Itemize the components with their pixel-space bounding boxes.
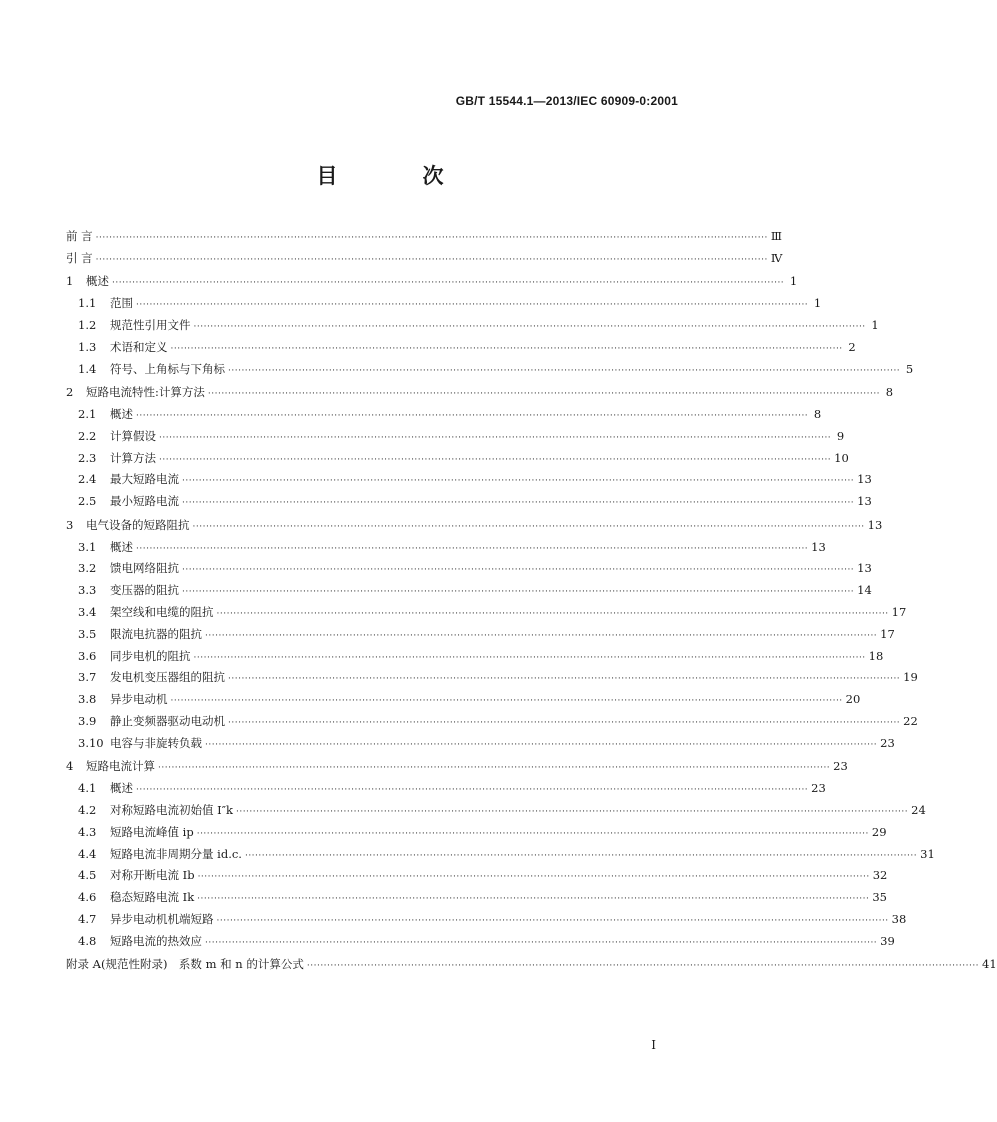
toc-entry-title: 短路电流特性:计算方法 <box>86 385 205 400</box>
toc-entry-number: 1 <box>66 274 74 289</box>
toc-leader-dots: ········································································································································································································ <box>196 828 869 839</box>
toc-leader-dots: ········································································································································································································ <box>306 961 980 972</box>
toc-entry[interactable] <box>66 931 895 953</box>
toc-entry[interactable] <box>66 271 798 293</box>
toc-leader-dots: ········································································································································································································ <box>228 717 901 728</box>
toc-entry-title: 术语和定义 <box>110 339 168 354</box>
toc-entry-page: 2 <box>848 339 856 354</box>
page-number: I <box>651 1038 656 1052</box>
toc-entry-title: 电容与非旋转负载 <box>110 735 202 750</box>
toc-entry-number: 3 <box>66 517 74 532</box>
toc-entry[interactable] <box>66 426 845 448</box>
toc-entry[interactable] <box>66 404 822 426</box>
toc-entry-title: 短路电流的热效应 <box>110 933 202 948</box>
toc-entry-number: 2.4 <box>78 472 97 487</box>
toc-entry-title: 前 言 <box>66 229 93 243</box>
toc-entry-page: 41 <box>982 957 997 972</box>
page-title: 目 次 <box>316 164 476 188</box>
toc-entry-title: 概述 <box>110 406 133 421</box>
toc-entry-number: 3.6 <box>78 648 97 663</box>
toc-entry-page: 23 <box>880 735 895 750</box>
toc-entry-page: 13 <box>857 494 872 509</box>
toc-entry[interactable] <box>66 711 918 733</box>
toc-entry-page: 24 <box>911 802 926 817</box>
toc-entry[interactable] <box>66 646 884 668</box>
toc-leader-dots: ········································································································································································································ <box>216 915 889 926</box>
toc-entry[interactable] <box>66 909 907 931</box>
toc-entry[interactable] <box>66 602 907 624</box>
toc-entry-number: 4.2 <box>78 802 97 817</box>
toc-entry-number: 2.2 <box>78 428 97 443</box>
toc-entry-page: 13 <box>857 561 872 576</box>
toc-entry-title: 规范性引用文件 <box>110 317 191 332</box>
toc-entry-title: 符号、上角标与下角标 <box>110 361 225 376</box>
toc-entry-number: 2.1 <box>78 406 97 421</box>
toc-entry-page: 23 <box>833 759 848 774</box>
toc-entry[interactable] <box>66 778 826 800</box>
toc-entry-title: 最大短路电流 <box>110 472 179 487</box>
toc-leader-dots: ········································································································································································································ <box>244 850 918 861</box>
toc-entry[interactable] <box>66 515 883 537</box>
toc-entry[interactable] <box>66 293 822 315</box>
toc-entry[interactable] <box>66 359 914 381</box>
toc-entry-page: Ⅲ <box>770 229 782 243</box>
toc-leader-dots: ········································································································································································································ <box>95 254 768 265</box>
toc-entry-number: 2.3 <box>78 450 97 465</box>
toc-entry-page: 19 <box>903 670 918 685</box>
toc-leader-dots: ········································································································································································································ <box>182 587 855 598</box>
toc-entry-number: 4.5 <box>78 868 97 883</box>
toc-entry-number: 4.1 <box>78 781 97 796</box>
toc-leader-dots: ········································································································································································································ <box>159 432 832 443</box>
toc-entry-page: 14 <box>857 583 872 598</box>
toc-entry[interactable] <box>66 382 894 404</box>
toc-entry-page: 31 <box>920 846 935 861</box>
toc-leader-dots: ········································································································································································································ <box>112 278 785 289</box>
toc-leader-dots: ········································································································································································································ <box>197 894 870 905</box>
toc-leader-dots: ········································································································································································································ <box>170 696 843 707</box>
toc-leader-dots: ········································································································································································································ <box>193 321 866 332</box>
toc-entry-page: 5 <box>905 361 914 376</box>
toc-leader-dots: ········································································································································································································ <box>192 521 865 532</box>
toc-entry[interactable] <box>66 248 783 270</box>
toc-leader-dots: ········································································································································································································ <box>159 454 832 465</box>
toc-entry-title: 概述 <box>86 274 109 289</box>
toc-entry-number: 3.8 <box>78 692 97 707</box>
toc-entry-page: 8 <box>813 406 822 421</box>
toc-leader-dots: ········································································································································································································ <box>216 608 889 619</box>
toc-entry-number: 1.4 <box>78 361 97 376</box>
toc-entry-title: 限流电抗器的阻抗 <box>110 626 202 641</box>
toc-entry-page: 22 <box>903 713 918 728</box>
toc-leader-dots: ········································································································································································································ <box>158 763 831 774</box>
toc-leader-dots: ········································································································································································································ <box>235 806 909 817</box>
toc-entry-title: 静止变频器驱动电动机 <box>110 713 225 728</box>
toc-entry[interactable] <box>66 469 872 491</box>
toc-entry[interactable] <box>66 537 826 559</box>
toc-entry-page: 1 <box>871 317 879 332</box>
toc-entry-number: 2.5 <box>78 494 97 509</box>
toc-entry-title: 短路电流计算 <box>86 759 155 774</box>
toc-entry-title: 计算方法 <box>110 450 156 465</box>
toc-entry[interactable] <box>66 689 861 711</box>
toc-leader-dots: ········································································································································································································ <box>197 872 870 883</box>
toc-leader-dots: ········································································································································································································ <box>136 300 809 311</box>
toc-leader-dots: ········································································································································································································ <box>136 543 809 554</box>
toc-entry[interactable] <box>66 315 879 337</box>
toc-entry[interactable] <box>66 624 895 646</box>
toc-entry[interactable] <box>66 491 872 513</box>
toc-entry[interactable] <box>66 667 918 689</box>
toc-leader-dots: ········································································································································································································ <box>95 233 768 243</box>
toc-entry-page: 1 <box>813 296 822 311</box>
toc-entry-number: 3.5 <box>78 626 97 641</box>
toc-entry-number: 3.3 <box>78 583 97 598</box>
toc-entry-title: 概述 <box>110 781 133 796</box>
toc-entry-page: 13 <box>811 539 826 554</box>
toc-leader-dots: ········································································································································································································ <box>228 674 901 685</box>
toc-entry-number: 2 <box>66 385 74 400</box>
toc-entry[interactable] <box>66 954 997 976</box>
toc-entry-title: 最小短路电流 <box>110 494 179 509</box>
toc-entry[interactable] <box>66 800 926 822</box>
toc-entry-title: 短路电流峰值 ip <box>110 824 194 839</box>
toc-leader-dots: ········································································································································································································ <box>182 476 855 487</box>
toc-leader-dots: ········································································································································································································ <box>207 389 881 400</box>
toc-entry-title: 异步电动机机端短路 <box>110 911 214 926</box>
toc-entry[interactable] <box>66 337 856 359</box>
toc-leader-dots: ········································································································································································································ <box>136 785 809 796</box>
toc-entry[interactable] <box>66 822 887 844</box>
toc-entry-page: 8 <box>885 385 894 400</box>
toc-entry-page: 39 <box>880 933 895 948</box>
toc-entry-page: 38 <box>891 911 907 926</box>
toc-entry-number: 4.6 <box>78 890 97 905</box>
toc-entry-title: 范围 <box>110 296 133 311</box>
toc-entry-title: 电气设备的短路阻抗 <box>86 517 190 532</box>
toc-entry-page: 1 <box>789 274 798 289</box>
toc-entry-title: 概述 <box>110 539 133 554</box>
toc-entry-title: 架空线和电缆的阻抗 <box>110 604 214 619</box>
toc-entry-page: Ⅳ <box>770 250 783 265</box>
toc-entry-page: 13 <box>867 517 883 532</box>
toc-leader-dots: ········································································································································································································ <box>205 937 878 948</box>
toc-entry[interactable] <box>66 844 935 866</box>
toc-leader-dots: ········································································································································································································ <box>136 410 809 421</box>
toc-entry-number: 4.8 <box>78 933 97 948</box>
standard-code: GB/T 15544.1—2013/IEC 60909-0:2001 <box>455 94 678 108</box>
toc-entry-number: 4.7 <box>78 911 97 926</box>
toc-entry-page: 17 <box>891 604 907 619</box>
toc-entry-page: 29 <box>871 824 887 839</box>
toc-leader-dots: ········································································································································································································ <box>228 365 901 376</box>
toc-entry-number: 4.3 <box>78 824 97 839</box>
toc-entry[interactable] <box>66 733 895 755</box>
toc-entry-number: 4 <box>66 759 74 774</box>
toc-entry[interactable] <box>66 887 887 909</box>
toc-entry-page: 32 <box>872 868 888 883</box>
toc-entry-title: 发电机变压器组的阻抗 <box>110 670 225 685</box>
toc-entry[interactable] <box>66 865 888 887</box>
toc-entry-title: 短路电流非周期分量 id.c. <box>110 846 242 861</box>
toc-entry-title: 对称开断电流 Ib <box>110 868 195 883</box>
toc-entry-number: 4.4 <box>78 846 97 861</box>
toc-entry-number: 1.2 <box>78 317 97 332</box>
toc-entry-title: 同步电机的阻抗 <box>110 648 191 663</box>
toc-entry-number: 3.7 <box>78 670 97 685</box>
toc-entry-page: 18 <box>868 648 884 663</box>
toc-entry-title: 变压器的阻抗 <box>110 583 179 598</box>
toc-entry-page: 9 <box>836 428 845 443</box>
toc-entry-page: 10 <box>834 450 849 465</box>
table-of-contents <box>66 226 997 976</box>
toc-entry-number: 3.1 <box>78 539 97 554</box>
toc-entry-title: 馈电网络阻抗 <box>110 561 179 576</box>
toc-entry-page: 17 <box>880 626 895 641</box>
toc-entry-number: 3.4 <box>78 604 97 619</box>
toc-leader-dots: ········································································································································································································ <box>205 739 878 750</box>
toc-leader-dots: ········································································································································································································ <box>170 343 843 354</box>
toc-entry-number: 3.9 <box>78 713 97 728</box>
toc-entry[interactable] <box>66 558 872 580</box>
toc-entry-title: 对称短路电流初始值 I″k <box>110 802 233 817</box>
toc-entry[interactable] <box>66 580 872 602</box>
toc-entry-title: 稳态短路电流 Ik <box>110 890 195 905</box>
toc-leader-dots: ········································································································································································································ <box>193 652 866 663</box>
toc-entry-number: 1.1 <box>78 296 97 311</box>
toc-entry-number: 3.10 <box>78 735 104 750</box>
toc-entry[interactable] <box>66 756 848 778</box>
toc-leader-dots: ········································································································································································································ <box>205 630 878 641</box>
toc-entry[interactable] <box>66 448 849 470</box>
toc-entry-title: 引 言 <box>66 250 93 265</box>
toc-entry-page: 20 <box>845 692 861 707</box>
toc-entry-page: 23 <box>811 781 826 796</box>
toc-entry-title: 计算假设 <box>110 428 156 443</box>
toc-entry-number: 1.3 <box>78 339 97 354</box>
toc-entry-number: 3.2 <box>78 561 97 576</box>
toc-entry-title: 异步电动机 <box>110 692 168 707</box>
toc-leader-dots: ········································································································································································································ <box>182 498 855 509</box>
toc-entry-title: 附录 A(规范性附录) 系数 m 和 n 的计算公式 <box>66 957 304 972</box>
toc-leader-dots: ········································································································································································································ <box>182 565 855 576</box>
toc-entry-page: 35 <box>872 890 887 905</box>
toc-entry-page: 13 <box>857 472 872 487</box>
toc-entry[interactable] <box>66 226 782 248</box>
